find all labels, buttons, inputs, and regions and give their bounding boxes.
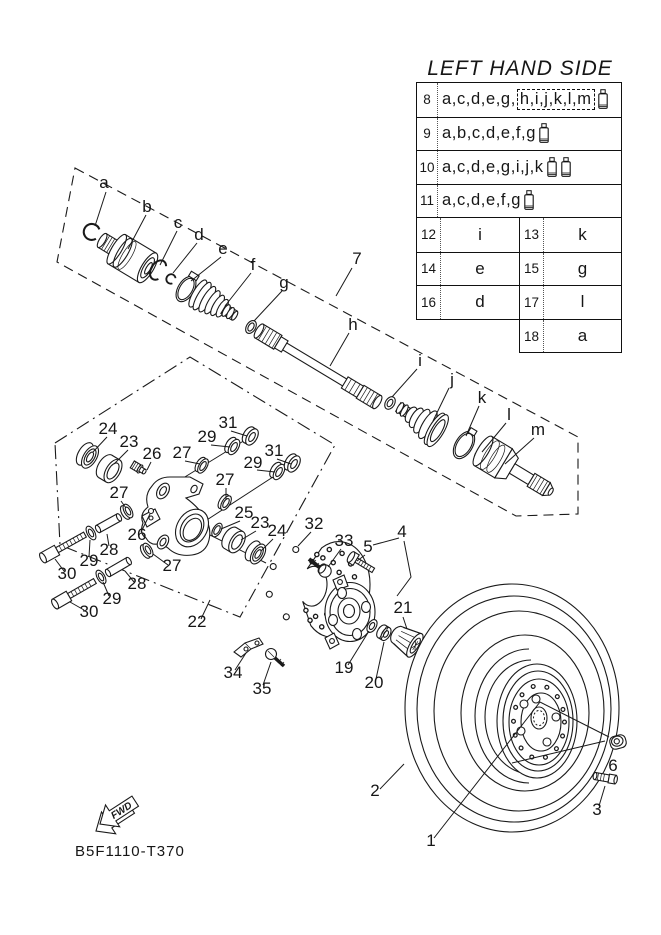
table-row-10: [417, 150, 621, 184]
row-letters: [438, 123, 621, 144]
row-ref: 8: [417, 83, 438, 117]
callout-32: 32: [304, 514, 324, 533]
row-ref: 11: [417, 185, 438, 218]
callout-27-d: 27: [162, 556, 182, 575]
callout-29-c: 29: [79, 551, 99, 570]
callout-20: 20: [364, 673, 384, 692]
table-row-15: [520, 252, 621, 286]
grease-tube-icon: [523, 190, 535, 211]
fwd-direction-arrow: [89, 790, 142, 842]
callout-4: 4: [397, 522, 407, 541]
callout-28-a: 28: [99, 540, 119, 559]
row-ref: 13: [520, 218, 544, 252]
letters-text: a,b,c,d,e,f,g: [442, 124, 537, 143]
callout-31-b: 31: [264, 441, 284, 460]
table-row-14: [417, 252, 519, 286]
pair-column-left: [416, 218, 519, 320]
grease-tube-icon: [597, 89, 609, 110]
callout-27-c: 27: [215, 470, 235, 489]
fwd-label: FWD: [109, 800, 135, 822]
row-ref: 17: [520, 286, 544, 319]
part-28-spacer-a: [94, 513, 122, 534]
callout-35: 35: [252, 679, 272, 698]
callout-g: g: [279, 273, 289, 292]
row-letter: e: [475, 258, 485, 278]
row-letter: d: [475, 292, 485, 312]
callout-27-a: 27: [172, 443, 192, 462]
letters-text: a,c,d,e,g,: [442, 90, 516, 109]
table-row-18: [520, 319, 621, 353]
callout-d: d: [194, 225, 204, 244]
callout-j: j: [450, 370, 454, 389]
row-letter: i: [478, 224, 482, 244]
table-wide-section: [416, 82, 622, 218]
callout-24-b: 24: [267, 521, 287, 540]
table-row-12: [417, 218, 519, 252]
row-letter: g: [577, 258, 588, 278]
callout-7: 7: [352, 249, 362, 268]
part-27-washer-c: [216, 493, 234, 512]
page-title: LEFT HAND SIDE: [427, 57, 613, 80]
callout-3: 3: [592, 800, 602, 819]
row-letters: [438, 89, 621, 110]
letters-text: a,c,d,e,g,i,j,k: [442, 157, 544, 176]
table-row-8: [417, 83, 621, 117]
part-d-clip: [165, 273, 177, 285]
row-letter: l: [580, 292, 585, 312]
callout-22: 22: [187, 612, 207, 631]
callout-30-b: 30: [79, 602, 99, 621]
table-row-9: [417, 117, 621, 151]
part-i-ring: [383, 395, 398, 411]
row-letter: k: [578, 224, 587, 244]
callout-33: 33: [334, 531, 354, 550]
table-pair-section: [416, 218, 622, 353]
callout-k: k: [477, 388, 487, 407]
row-ref: 14: [417, 253, 441, 286]
callout-a: a: [99, 173, 109, 192]
callout-c: c: [173, 213, 183, 232]
callout-f: f: [250, 255, 256, 274]
boxed-letters: h,i,j,k,l,m: [517, 89, 595, 110]
row-ref: 9: [417, 118, 438, 151]
part-27-washer-a: [193, 456, 211, 475]
row-ref: 10: [417, 151, 438, 184]
table-row-11: [417, 184, 621, 218]
part-23-bearing-right: [218, 524, 248, 555]
callout-i: i: [418, 351, 422, 370]
grease-tube-icon: [538, 123, 550, 144]
letters-text: a,c,d,e,f,g: [442, 191, 522, 210]
part-31-nut-a: [240, 425, 261, 448]
row-ref: 18: [520, 320, 544, 353]
part-35-screw: [266, 649, 285, 667]
grease-tube-icon: [560, 157, 572, 178]
callout-19: 19: [334, 658, 354, 677]
part-25-washer: [210, 522, 225, 539]
part-26-fitting-lower: [149, 509, 154, 514]
callout-26-a: 26: [142, 444, 162, 463]
callout-e: e: [218, 239, 228, 258]
application-table: [416, 82, 622, 353]
callout-29-a: 29: [197, 427, 217, 446]
callout-24-a: 24: [98, 419, 118, 438]
callout-2: 2: [370, 781, 380, 800]
row-letters: [438, 190, 621, 211]
part-a-circlip: [82, 222, 101, 242]
row-letter: a: [577, 326, 588, 346]
callout-29-d: 29: [102, 589, 122, 608]
part-29-washer-a: [222, 435, 242, 456]
table-row-13: [520, 218, 621, 252]
callout-21: 21: [393, 598, 413, 617]
callout-h: h: [348, 315, 358, 334]
row-ref: 16: [417, 286, 441, 319]
callout-5: 5: [363, 537, 373, 556]
callout-25: 25: [234, 503, 254, 522]
drawing-code: B5F1110-T370: [75, 843, 185, 860]
part-h-drive-shaft: [252, 323, 384, 411]
callout-28-b: 28: [127, 574, 147, 593]
callout-26-b: 26: [127, 525, 147, 544]
callout-m: m: [530, 420, 546, 439]
callout-30-a: 30: [57, 564, 77, 583]
table-row-17: [520, 285, 621, 319]
callout-34: 34: [223, 663, 243, 682]
part-1-wheel-and-tire: [405, 584, 619, 832]
callout-1: 1: [426, 831, 436, 850]
table-row-16: [417, 285, 519, 319]
callout-6: 6: [608, 756, 618, 775]
part-34-guard-bracket: [234, 638, 263, 657]
callout-23-b: 23: [250, 513, 270, 532]
callout-27-b: 27: [109, 483, 129, 502]
callout-23-a: 23: [119, 432, 139, 451]
callout-l: l: [507, 405, 511, 424]
row-ref: 15: [520, 253, 544, 286]
row-letters: [438, 157, 621, 178]
pair-column-right: [519, 218, 622, 353]
callout-29-b: 29: [243, 453, 263, 472]
row-ref: 12: [417, 218, 441, 252]
callout-31-a: 31: [218, 413, 238, 432]
grease-tube-icon: [546, 157, 558, 178]
callout-b: b: [142, 197, 152, 216]
part-m-cv-joint-outer: [470, 434, 561, 508]
